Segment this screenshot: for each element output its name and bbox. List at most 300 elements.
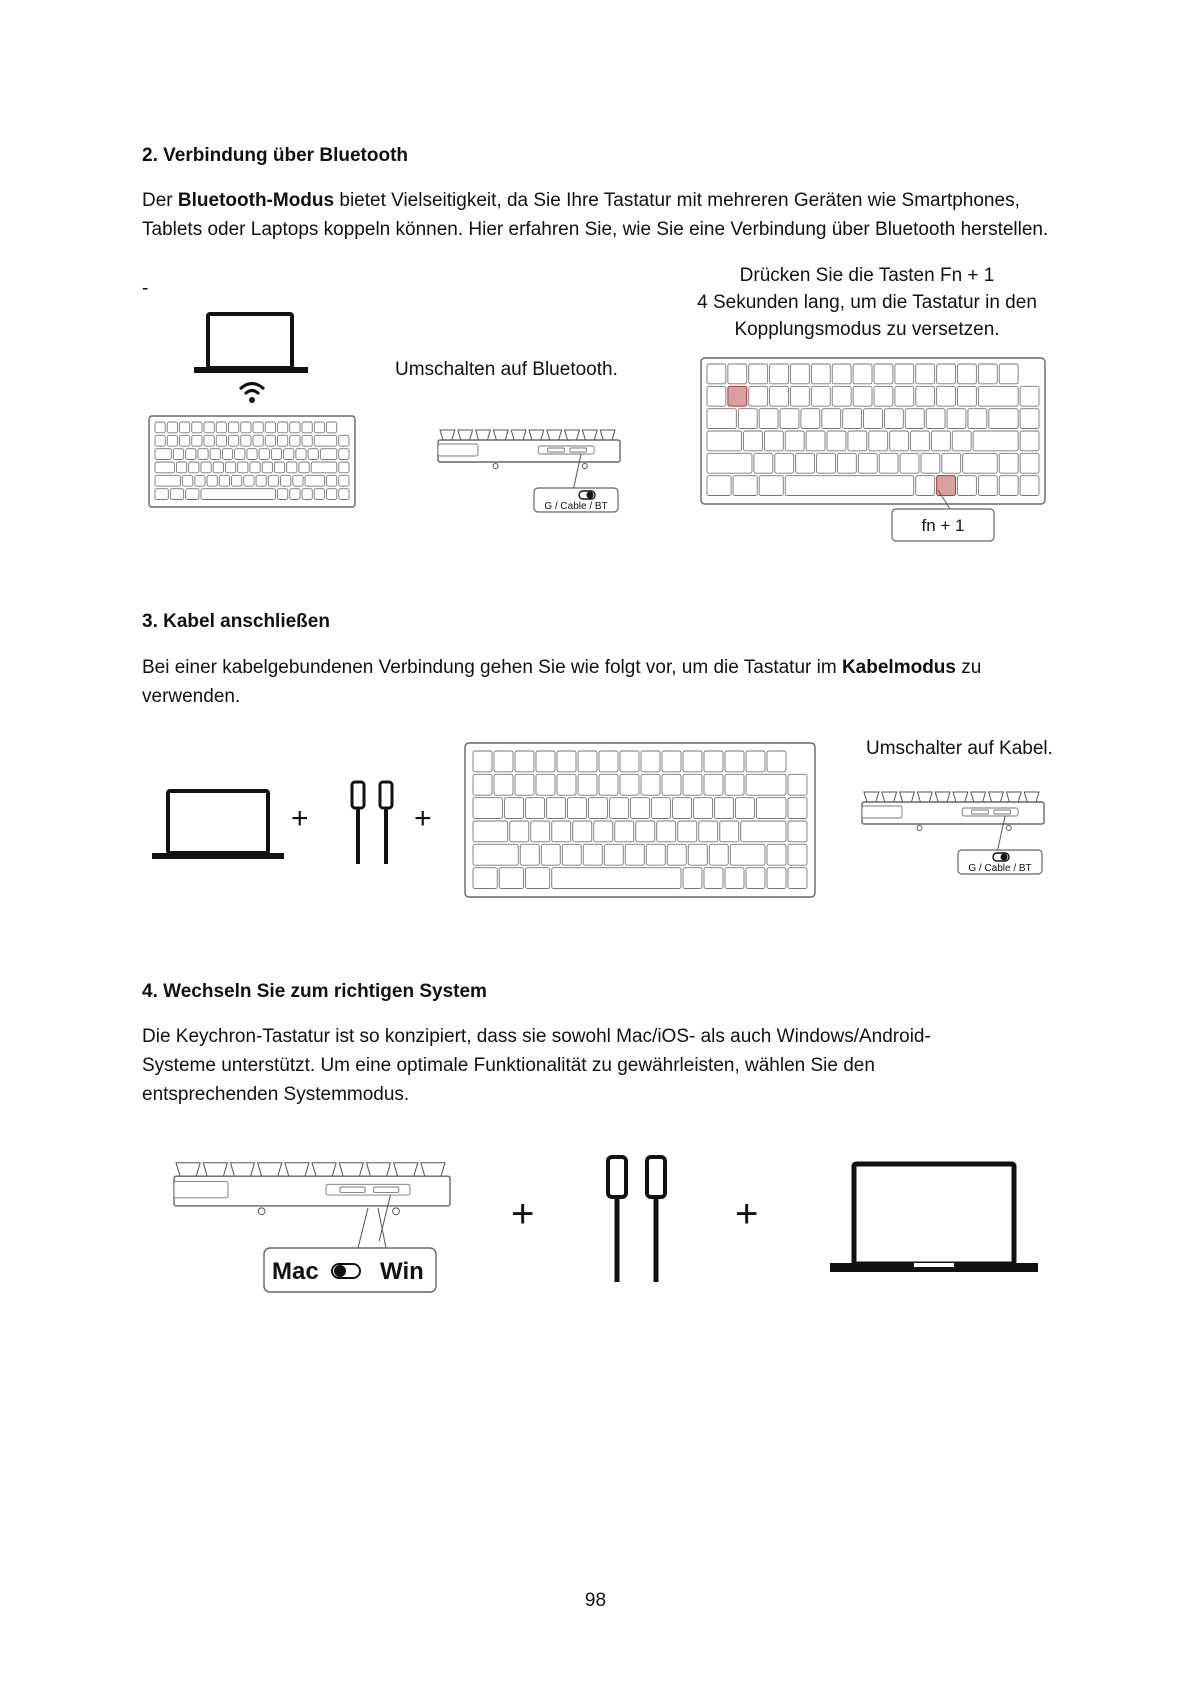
key [302, 422, 312, 433]
key [999, 476, 1018, 496]
key [311, 462, 337, 473]
key [155, 489, 168, 500]
key [568, 798, 587, 819]
key [520, 844, 539, 865]
key [788, 798, 807, 819]
key [900, 453, 919, 473]
key [167, 422, 177, 433]
key [536, 751, 555, 772]
switch [972, 810, 989, 814]
key [652, 798, 671, 819]
key [788, 868, 807, 889]
key [250, 462, 260, 473]
key [662, 774, 681, 795]
key [274, 462, 284, 473]
keycap-side [565, 430, 580, 440]
key [853, 364, 872, 384]
key [278, 435, 288, 446]
key [767, 868, 786, 889]
keycap-side [989, 792, 1004, 802]
key [604, 844, 623, 865]
keycap-side [203, 1163, 227, 1177]
keycap-side [176, 1163, 200, 1177]
key [749, 364, 768, 384]
key [895, 364, 914, 384]
caption-switch-cable: Umschalter auf Kabel. [866, 738, 1053, 759]
key [921, 453, 940, 473]
key [241, 422, 251, 433]
key [473, 751, 492, 772]
section-3-heading: 3. Kabel anschließen [142, 611, 330, 632]
key [259, 449, 269, 460]
keycap-side [1006, 792, 1021, 802]
key [767, 844, 786, 865]
key [694, 798, 713, 819]
key [832, 386, 851, 406]
key [290, 422, 300, 433]
key [473, 774, 492, 795]
case-foot [174, 1182, 228, 1198]
key [853, 386, 872, 406]
key [895, 386, 914, 406]
key [864, 409, 883, 429]
key [796, 453, 815, 473]
key [657, 821, 676, 842]
key [213, 462, 223, 473]
key [667, 844, 686, 865]
key [788, 774, 807, 795]
key [749, 386, 768, 406]
key [302, 489, 312, 500]
key [641, 751, 660, 772]
key [526, 868, 550, 889]
key [811, 364, 830, 384]
key [578, 751, 597, 772]
key [1020, 453, 1039, 473]
keyboard-side-switch-bt [436, 428, 626, 514]
key [552, 821, 571, 842]
key [707, 453, 752, 473]
switch-label-cable: G / Cable / BT [968, 863, 1032, 874]
key [636, 821, 655, 842]
key [225, 462, 235, 473]
switch-label-bt: G / Cable / BT [544, 501, 608, 512]
keycap-side [953, 792, 968, 802]
key [704, 774, 723, 795]
key [515, 774, 534, 795]
keycap-side [864, 792, 879, 802]
key [557, 774, 576, 795]
section-2-heading: 2. Verbindung über Bluetooth [142, 145, 408, 166]
key [707, 364, 726, 384]
key [155, 462, 174, 473]
key [262, 462, 272, 473]
key [278, 422, 288, 433]
keycap-side [440, 430, 455, 440]
keycap-side [935, 792, 950, 802]
key [216, 422, 226, 433]
key [746, 774, 786, 795]
switch [374, 1187, 399, 1192]
case-foot-dot [493, 464, 498, 469]
key [678, 821, 697, 842]
key [1020, 431, 1039, 451]
usb-cable-icon [350, 780, 394, 866]
key [253, 435, 263, 446]
key [707, 431, 742, 451]
key [926, 409, 945, 429]
keycap-side [971, 792, 986, 802]
key [631, 798, 650, 819]
key [547, 798, 566, 819]
key [536, 774, 555, 795]
key [339, 462, 349, 473]
laptop-icon-cable [152, 789, 286, 861]
wifi-icon [238, 380, 266, 406]
key [848, 431, 867, 451]
keycap-side [285, 1163, 309, 1177]
key [210, 449, 220, 460]
key [198, 449, 208, 460]
key [770, 386, 789, 406]
key [837, 453, 856, 473]
key [201, 462, 211, 473]
key [709, 844, 728, 865]
fn-plus-1-label: fn + 1 [921, 516, 965, 535]
section-4-intro: Die Keychron-Tastatur ist so konzipiert, dass sie sowohl Mac/iOS- als auch Windows/Android-Systeme unterstützt. Um eine optimale Funktionalität zu gewährleisten, wählen Sie den entsprechenden Systemmodus. [142, 1026, 931, 1105]
key [620, 751, 639, 772]
key [562, 844, 581, 865]
key [314, 435, 337, 446]
key [827, 431, 846, 451]
key [741, 821, 786, 842]
mac-label: Mac [272, 1258, 319, 1285]
key [204, 422, 214, 433]
key [167, 435, 177, 446]
key [916, 364, 935, 384]
key [599, 751, 618, 772]
key [155, 475, 181, 486]
key [204, 435, 214, 446]
section-2-intro: Der Bluetooth-Modus bietet Vielseitigkeit, da Sie Ihre Tastatur mit mehreren Geräten wie Smartphones, Tablets oder Laptops koppeln können. Hier erfahren Sie, wie Sie eine Verbindung über Bluetooth herstellen. [142, 190, 1049, 240]
keyboard-illustration-fn1 [700, 357, 1046, 543]
key [314, 489, 324, 500]
key [293, 475, 303, 486]
key [947, 409, 966, 429]
key [958, 386, 977, 406]
key [189, 462, 199, 473]
key [620, 774, 639, 795]
key [746, 751, 765, 772]
key [978, 386, 1018, 406]
usb-cable-icon-2 [605, 1154, 669, 1284]
key [284, 449, 294, 460]
keycap-side [230, 1163, 254, 1177]
key [725, 774, 744, 795]
key [916, 476, 935, 496]
key [646, 844, 665, 865]
key [942, 453, 961, 473]
keycap-side [547, 430, 562, 440]
key [843, 409, 862, 429]
key [314, 422, 324, 433]
case-foot [438, 444, 478, 456]
key [192, 435, 202, 446]
key [806, 431, 825, 451]
key [725, 751, 744, 772]
key [552, 868, 681, 889]
key [155, 449, 171, 460]
key [911, 431, 930, 451]
list-dash: - [142, 278, 149, 299]
keyboard-side-mac-win [172, 1160, 458, 1296]
keycap-side [529, 430, 544, 440]
key [183, 475, 193, 486]
key [978, 364, 997, 384]
key [320, 449, 336, 460]
key [736, 798, 755, 819]
key [327, 489, 337, 500]
key [832, 364, 851, 384]
key [905, 409, 924, 429]
key [281, 475, 291, 486]
key [155, 422, 165, 433]
key [615, 821, 634, 842]
switch [994, 810, 1011, 814]
key [578, 774, 597, 795]
switch [548, 448, 565, 452]
key [730, 844, 765, 865]
key [952, 431, 971, 451]
keycap-side [366, 1163, 390, 1177]
key [791, 386, 810, 406]
key [339, 449, 349, 460]
key [305, 475, 324, 486]
laptop-icon [194, 312, 314, 376]
key [822, 409, 841, 429]
key [287, 462, 297, 473]
key [683, 751, 702, 772]
key [327, 422, 337, 433]
section-3-intro: Bei einer kabelgebundenen Verbindung gehen Sie wie folgt vor, um die Tastatur im Kabelmodus zu verwenden. [142, 657, 982, 707]
key [1020, 476, 1039, 496]
key [704, 751, 723, 772]
key [339, 435, 349, 446]
key [232, 475, 242, 486]
key [968, 409, 987, 429]
keycap-side [1024, 792, 1039, 802]
key [733, 476, 757, 496]
key [290, 435, 300, 446]
key [296, 449, 306, 460]
key [759, 476, 783, 496]
keycap-side [582, 430, 597, 440]
key [688, 844, 707, 865]
key [764, 431, 783, 451]
key [308, 449, 318, 460]
key [673, 798, 692, 819]
key-highlighted [728, 386, 747, 406]
key [229, 435, 239, 446]
key [299, 462, 309, 473]
key [707, 476, 731, 496]
keycap-side [458, 430, 473, 440]
key [874, 386, 893, 406]
laptop-icon-system [830, 1160, 1040, 1276]
key [494, 751, 513, 772]
keycap-side [917, 792, 932, 802]
key [583, 844, 602, 865]
key [788, 821, 807, 842]
key [186, 489, 199, 500]
key [219, 475, 229, 486]
key [817, 453, 836, 473]
key [599, 774, 618, 795]
key [625, 844, 644, 865]
key [759, 409, 778, 429]
key [937, 364, 956, 384]
key [788, 844, 807, 865]
key [186, 449, 196, 460]
keyboard-illustration-small [148, 415, 356, 508]
key [241, 435, 251, 446]
keycap-side [511, 430, 526, 440]
key [526, 798, 545, 819]
key [785, 431, 804, 451]
key [473, 798, 503, 819]
key [244, 475, 254, 486]
keyboard-illustration-cable [464, 742, 816, 898]
key [728, 364, 747, 384]
key [757, 798, 787, 819]
key [931, 431, 950, 451]
key [327, 475, 337, 486]
key [1020, 409, 1039, 429]
key [207, 475, 217, 486]
caption-fn-pairing: Drücken Sie die Tasten Fn + 1 4 Sekunden lang, um die Tastatur in den Kopplungsmodus zu versetzen. [697, 265, 1037, 340]
key [999, 453, 1018, 473]
case-foot-dot [582, 464, 587, 469]
key [610, 798, 629, 819]
key [937, 386, 956, 406]
key [473, 821, 508, 842]
key [738, 409, 757, 429]
key [505, 798, 524, 819]
key [589, 798, 608, 819]
keycap-side [476, 430, 491, 440]
key [973, 431, 1018, 451]
keycap-side [258, 1163, 282, 1177]
key [801, 409, 820, 429]
key [594, 821, 613, 842]
key [767, 751, 786, 772]
key [978, 476, 997, 496]
key [958, 476, 977, 496]
key [869, 431, 888, 451]
key [253, 422, 263, 433]
key [278, 489, 288, 500]
key [176, 462, 186, 473]
key [155, 435, 165, 446]
key [515, 751, 534, 772]
switch [570, 448, 587, 452]
key [180, 435, 190, 446]
case-foot [862, 806, 902, 818]
key [499, 868, 523, 889]
key [890, 431, 909, 451]
key [999, 364, 1018, 384]
key [265, 422, 275, 433]
key [791, 364, 810, 384]
page-number: 98 [584, 1590, 607, 1611]
case-foot-dot [393, 1208, 400, 1215]
key [707, 386, 726, 406]
key [170, 489, 183, 500]
key [531, 821, 550, 842]
key [222, 449, 232, 460]
key [775, 453, 794, 473]
key [339, 489, 349, 500]
key [268, 475, 278, 486]
key [715, 798, 734, 819]
key [180, 422, 190, 433]
plus-sign-2: + [414, 802, 432, 835]
key [879, 453, 898, 473]
key [725, 868, 744, 889]
key [573, 821, 592, 842]
key [235, 449, 245, 460]
caption-switch-bluetooth: Umschalten auf Bluetooth. [395, 359, 618, 380]
key [746, 868, 765, 889]
key [510, 821, 529, 842]
key [662, 751, 681, 772]
plus-sign-3: + [511, 1192, 535, 1236]
key [704, 868, 723, 889]
key [173, 449, 183, 460]
key [302, 435, 312, 446]
key [699, 821, 718, 842]
key [473, 868, 497, 889]
key [744, 431, 763, 451]
keycap-side [312, 1163, 336, 1177]
key [216, 435, 226, 446]
case-foot-dot [1006, 826, 1011, 831]
keyboard-side-switch-cable [860, 790, 1050, 876]
key [780, 409, 799, 429]
key [238, 462, 248, 473]
key [754, 453, 773, 473]
key [339, 475, 349, 486]
key [683, 774, 702, 795]
key [494, 774, 513, 795]
key [958, 364, 977, 384]
key [963, 453, 998, 473]
key [989, 409, 1018, 429]
section-4-heading: 4. Wechseln Sie zum richtigen System [142, 981, 487, 1002]
key [247, 449, 257, 460]
key [541, 844, 560, 865]
key [770, 364, 789, 384]
key [256, 475, 266, 486]
key [195, 475, 205, 486]
plus-sign-4: + [735, 1192, 759, 1236]
key [707, 409, 736, 429]
keycap-side [493, 430, 508, 440]
key [271, 449, 281, 460]
keycap-side [882, 792, 897, 802]
key [229, 422, 239, 433]
switch [340, 1187, 365, 1192]
